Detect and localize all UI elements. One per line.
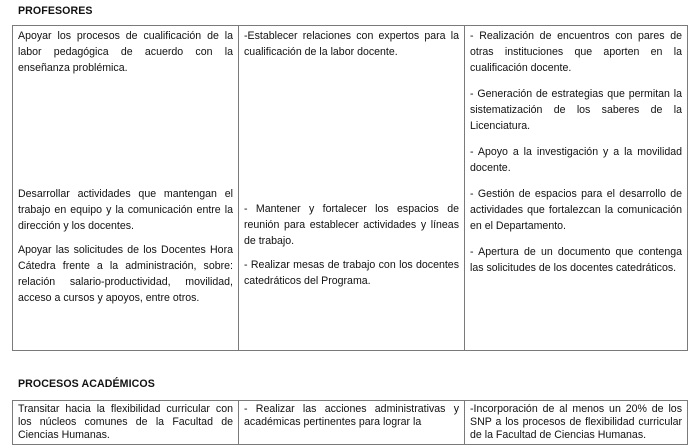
action-text: -Incorporación de al menos un 20% de los SNP a los procesos de flexibilidad curricular de la Facultad de Ciencias Humanas.: [470, 403, 682, 441]
action-text: - Realización de encuentros con pares de otras instituciones que aporten en la cualificación docente.: [470, 30, 682, 74]
strategy-text: - Mantener y fortalecer los espacios de reunión para establecer actividades y líneas de trabajo.: [244, 203, 459, 247]
strategy-text: - Realizar mesas de trabajo con los docentes catedráticos del Programa.: [244, 259, 459, 287]
strategy-text: -Establecer relaciones con expertos para la cualificación de la labor docente.: [244, 30, 459, 58]
objective-text: Desarrollar actividades que mantengan el trabajo en equipo y la comunicación entre la dirección y los docentes.: [18, 188, 233, 232]
objectives-cell: [13, 401, 239, 445]
objectives-cell: [13, 26, 239, 351]
table-row: [13, 401, 688, 445]
procesos-academicos-table: [12, 400, 688, 445]
action-text: - Generación de estrategias que permitan la sistematización de los saberes de la Licenciatura.: [470, 88, 682, 132]
strategies-cell: [239, 401, 465, 445]
objective-text: Transitar hacia la flexibilidad curricular con los núcleos comunes de la Facultad de Ciencias Humanas.: [18, 403, 233, 441]
section-title-procesos-academicos: PROCESOS ACADÉMICOS: [18, 378, 155, 390]
action-text: - Gestión de espacios para el desarrollo de actividades que fortalezcan la comunicación en el Departamento.: [470, 188, 682, 232]
objective-text: Apoyar las solicitudes de los Docentes Hora Cátedra frente a la administración, sobre: relación salario-productividad, movilidad, acceso a cursos y apoyos, entre otros.: [18, 244, 233, 304]
section-title-profesores: PROFESORES: [18, 5, 93, 17]
action-text: - Apertura de un documento que contenga las solicitudes de los docentes catedráticos.: [470, 246, 682, 274]
table-row: [13, 26, 688, 351]
profesores-table: [12, 25, 688, 351]
actions-cell: [465, 26, 688, 351]
actions-cell: [465, 401, 688, 445]
action-text: - Apoyo a la investigación y a la movilidad docente.: [470, 146, 682, 174]
strategy-text: - Realizar las acciones administrativas y académicas pertinentes para lograr la: [244, 403, 459, 428]
objective-text: Apoyar los procesos de cualificación de la labor pedagógica de acuerdo con la enseñanza problémica.: [18, 30, 233, 74]
strategies-cell: [239, 26, 465, 351]
